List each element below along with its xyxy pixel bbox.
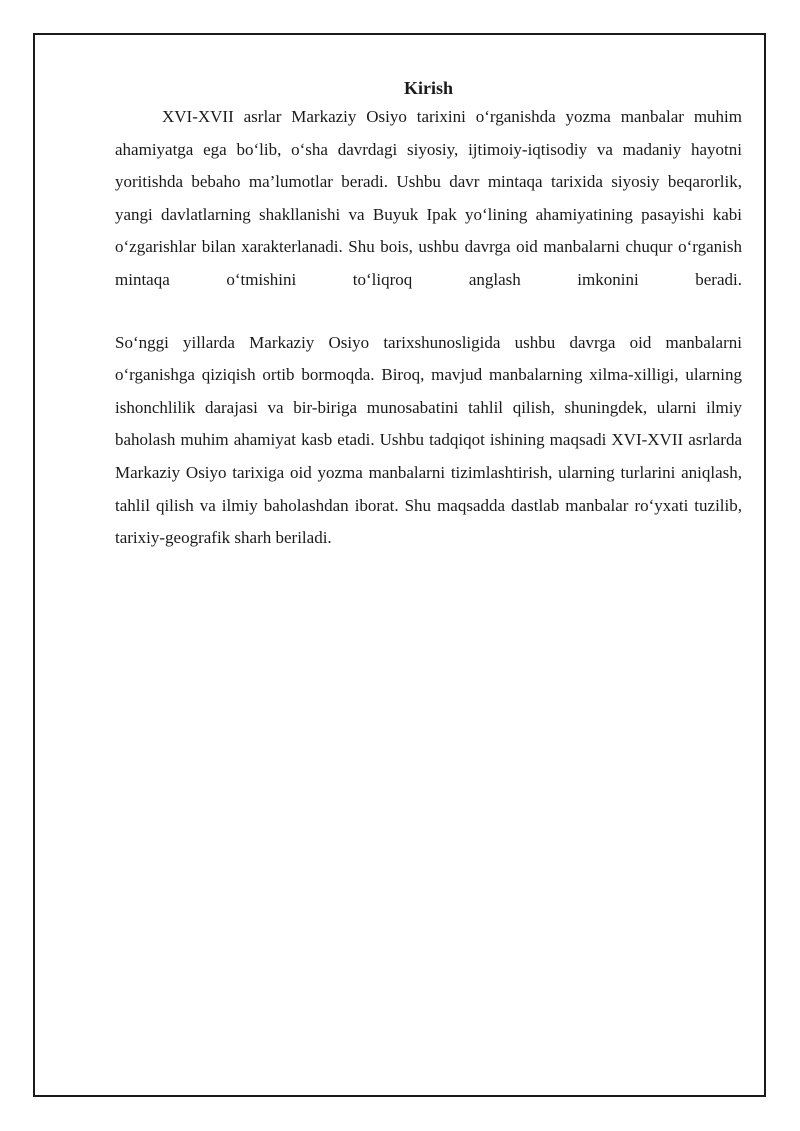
- document-title: Kirish: [403, 78, 453, 98]
- document-body: [115, 76, 742, 555]
- paragraph-purpose: So‘nggi yillarda Markaziy Osiyo tarixshunosligida ushbu davrga oid manbalarni o‘rganishga qiziqish ortib bormoqda. Biroq, mavjud manbalarning xilma-xilligi, ularning ishonchlilik darajasi va bir-biriga munosabatini tahlil qilish, shuningdek, ularni ilmiy baholash muhim ahamiyat kasb etadi. Ushbu tadqiqot ishining maqsadi XVI-XVII asrlarda Markaziy Osiyo tarixiga oid yozma manbalarni tizimlashtirish, ularning turlarini aniqlash, tahlil qilish va ilmiy baholashdan iborat. Shu maqsadda dastlab manbalar ro‘yxati tuzilib, tarixiy-geografik sharh beriladi.: [115, 332, 742, 548]
- paragraph-intro: XVI-XVII asrlar Markaziy Osiyo tarixini o‘rganishda yozma manbalar muhim ahamiyatga ega bo‘lib, o‘sha davrdagi siyosiy, ijtimoiy-iqtisodiy va madaniy hayotni yoritishda bebaho ma’lumotlar beradi. Ushbu davr mintaqa tarixida siyosiy beqarorlik, yangi davlatlarning shakllanishi va Buyuk Ipak yo‘lining ahamiyatining pasayishi kabi o‘zgarishlar bilan xarakterlanadi. Shu bois, ushbu davrga oid manbalarni chuqur o‘rganish mintaqa o‘tmishini to‘liqroq anglash imkonini beradi.: [115, 107, 742, 289]
- paragraph-spacer: [115, 297, 742, 327]
